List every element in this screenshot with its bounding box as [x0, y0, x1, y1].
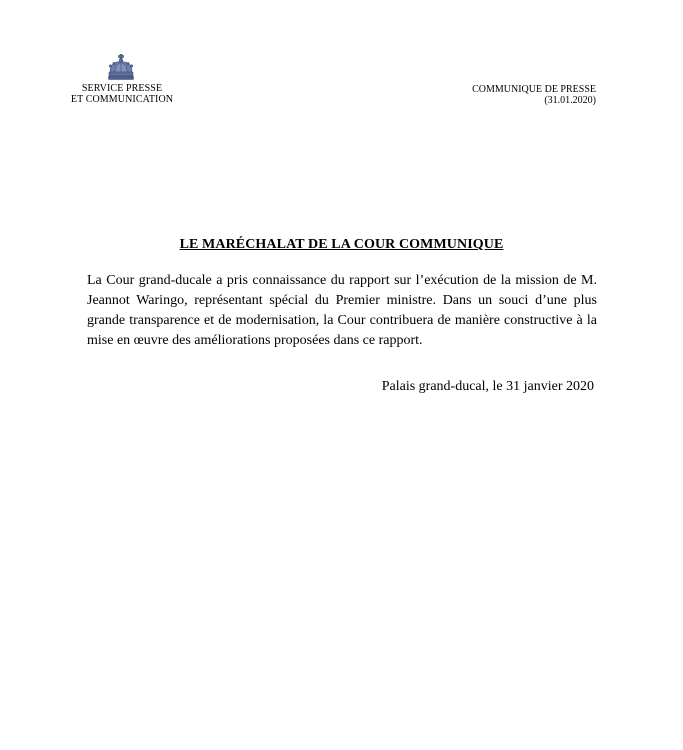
- issuer-line-1: SERVICE PRESSE: [81, 83, 163, 94]
- press-release-block: [472, 84, 596, 106]
- issuer-line-2: ET COMMUNICATION: [70, 94, 174, 105]
- body-paragraph: La Cour grand-ducale a pris connaissance du rapport sur l’exécution de la mission de M. Jeannot Waringo, représentant spécial du Premier ministre. Dans un souci d’une plus grande transparence et de modernisation, la Cour contribuera de manière constructive à la mise en œuvre des améliorations proposées dans ce rapport.: [87, 273, 597, 348]
- signoff-line: Palais grand-ducal, le 31 janvier 2020: [381, 379, 594, 394]
- document-title: LE MARÉCHALAT DE LA COUR COMMUNIQUE: [179, 237, 504, 252]
- issuer-block: [60, 83, 184, 105]
- document-type: COMMUNIQUE DE PRESSE: [472, 84, 596, 95]
- document-date: (31.01.2020): [544, 95, 596, 106]
- crown-logo-icon: [106, 54, 136, 82]
